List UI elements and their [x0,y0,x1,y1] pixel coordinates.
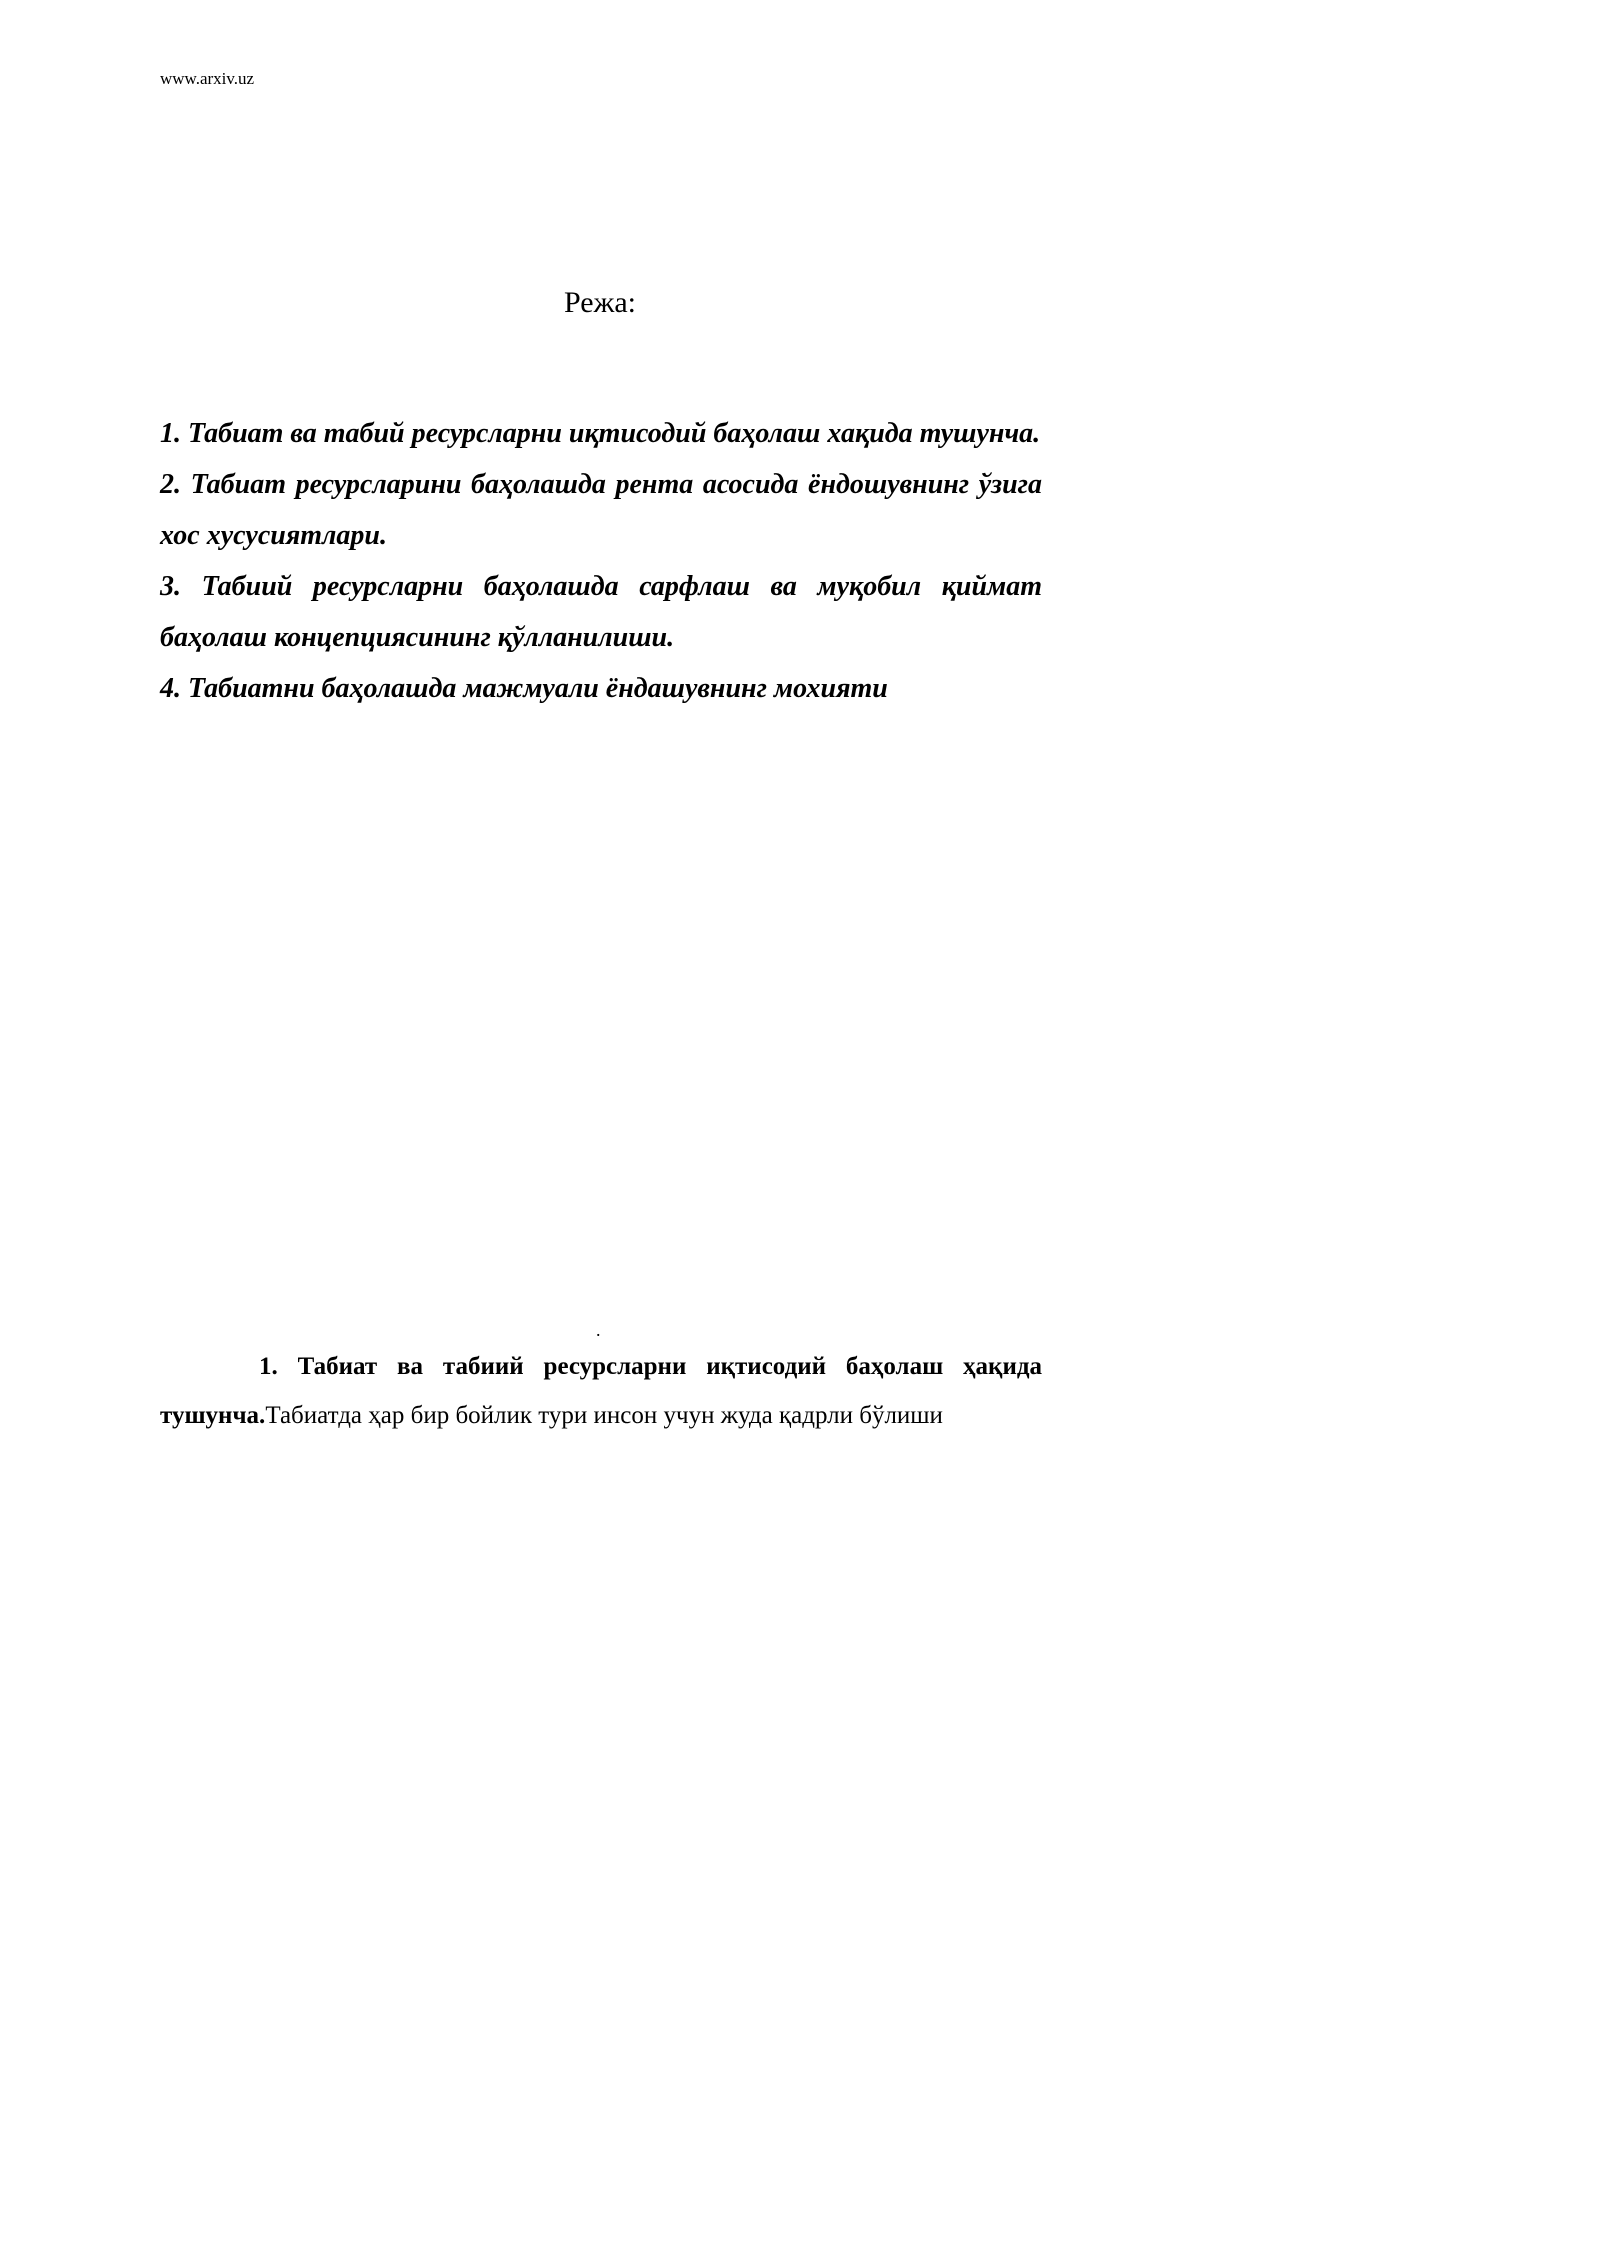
separator-dot: . [596,1320,601,1340]
section-1-text: Табиатда ҳар бир бойлик тури инсон учун жуда қадрли бўлиши [265,1402,943,1429]
section-1-heading: 1. Табиат ва табиий ресурсларни иқтисодий баҳолаш ҳақида тушунча. [160,1353,1042,1429]
section-1-paragraph [160,1342,1042,1440]
header-url: www.arxiv.uz [160,69,255,88]
plan-item-4: 4. Табиатни баҳолашда мажмуали ёндашувнинг мохияти [160,673,888,704]
plan-list [160,408,1042,714]
plan-title: Режа: [564,286,636,319]
document-page [0,0,1105,1562]
plan-item-2: 2. Табиат ресурсларини баҳолашда рента асосида ёндошувнинг ўзига хос хусусиятлари. [160,469,1042,551]
plan-item-1: 1. Табиат ва табий ресурсларни иқтисодий баҳолаш хақида тушунча. [160,418,1041,449]
plan-item-3: 3. Табиий ресурсларни баҳолашда сарфлаш ва муқобил қиймат баҳолаш концепциясининг қўлланилиши. [160,571,1042,653]
